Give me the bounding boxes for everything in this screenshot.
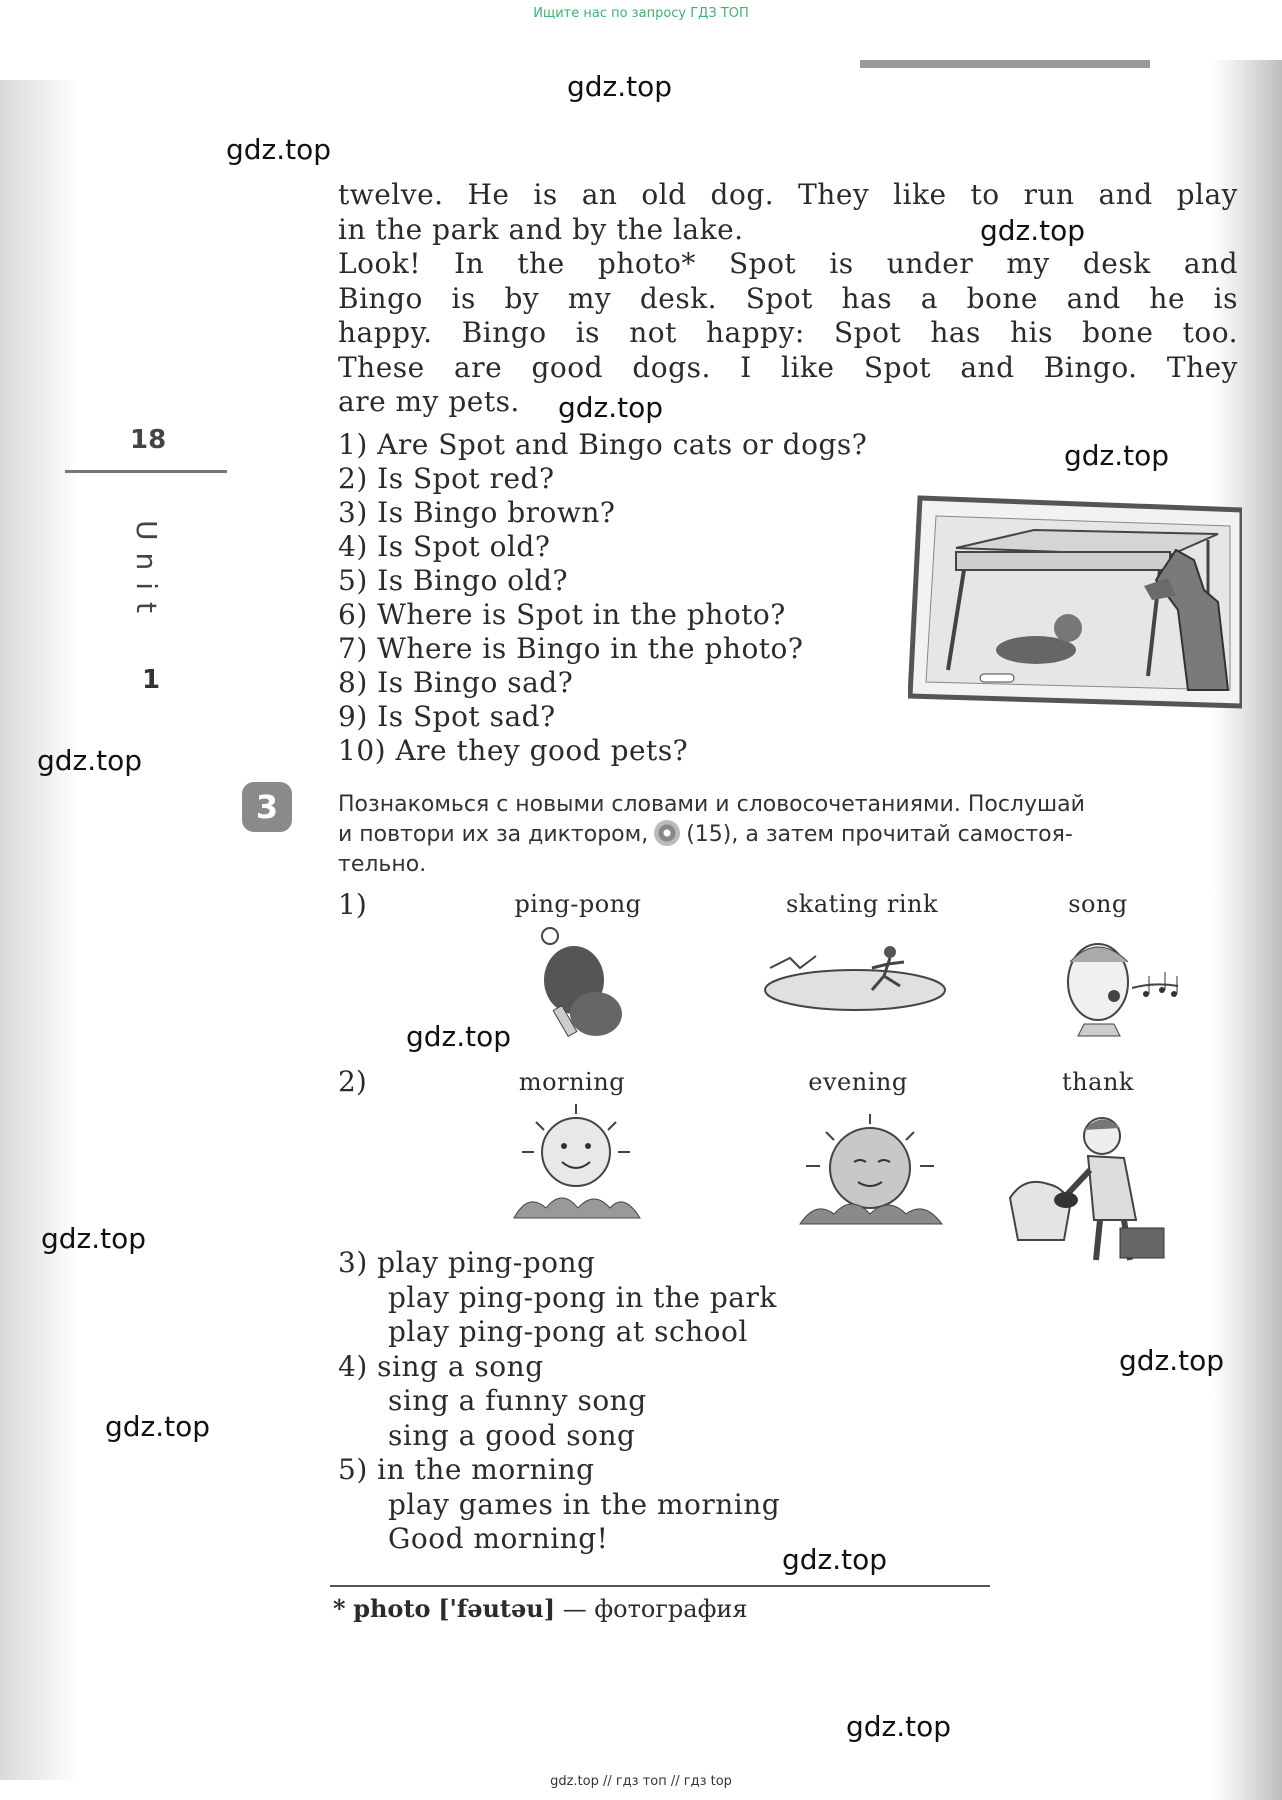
vocab-word: skating rink — [785, 890, 939, 918]
vocab-word: ping-pong — [514, 890, 642, 918]
reading-text — [338, 178, 1238, 420]
phrase-line: play ping-pong at school — [388, 1315, 748, 1348]
vocab-word: thank — [1062, 1068, 1134, 1096]
page-edge-top — [860, 60, 1150, 68]
phrase-number: 3) — [338, 1246, 368, 1279]
footnote-dash: — — [562, 1595, 587, 1623]
question-item: 9) Is Spot sad? — [338, 700, 556, 733]
phrase-line: play games in the morning — [388, 1487, 781, 1521]
row-number: 2) — [338, 1065, 367, 1098]
vocab-word: song — [1068, 890, 1128, 918]
morning-sun-illustration — [512, 1100, 642, 1220]
watermark: gdz.top — [37, 744, 143, 777]
phrase-list — [338, 1246, 780, 1557]
question-item: 10) Are they good pets? — [338, 734, 689, 767]
footnote-rule — [330, 1585, 990, 1587]
watermark: gdz.top — [567, 70, 673, 103]
instruction-line: тельно. — [338, 852, 427, 877]
watermark: gdz.top — [226, 133, 332, 166]
watermark: gdz.top — [1119, 1344, 1225, 1377]
instruction-line — [338, 820, 1238, 850]
question-list — [338, 428, 867, 768]
footnote-star: * — [333, 1594, 346, 1623]
question-item: 5) Is Bingo old? — [338, 564, 568, 597]
footnote-transcription: ['fəutəu] — [438, 1594, 556, 1623]
phrase-line — [338, 1350, 780, 1385]
question-item: 3) Is Bingo brown? — [338, 496, 616, 529]
question-item: 2) Is Spot red? — [338, 462, 555, 495]
watermark: gdz.top — [980, 214, 1086, 247]
text-line: happy. Bingo is not happy: Spot has his bone too. — [338, 316, 1238, 349]
vocab-word: evening — [808, 1068, 908, 1096]
audio-disc-icon — [654, 820, 680, 846]
phrase-line: sing a funny song — [388, 1384, 647, 1417]
page-shadow-left — [0, 80, 80, 1780]
watermark: gdz.top — [558, 391, 664, 424]
text-line: in the park and by the lake. — [338, 212, 744, 246]
question-item: 8) Is Bingo sad? — [338, 666, 574, 699]
text-line: twelve. He is an old dog. They like to run and play — [338, 178, 1238, 211]
dogs-photo-illustration — [908, 490, 1242, 712]
watermark: gdz.top — [406, 1020, 512, 1053]
page-number-rule — [65, 470, 227, 473]
watermark: gdz.top — [846, 1710, 952, 1743]
watermark: gdz.top — [41, 1222, 147, 1255]
skating-rink-illustration — [760, 940, 950, 1020]
phrase-line: sing a good song — [388, 1418, 636, 1452]
vocab-word: morning — [518, 1068, 626, 1096]
boy-thanking-illustration — [1004, 1110, 1194, 1270]
watermark: gdz.top — [782, 1543, 888, 1576]
singing-boy-illustration — [1054, 932, 1184, 1037]
phrase-text: sing a song — [377, 1349, 544, 1383]
watermark: gdz.top — [105, 1410, 211, 1443]
phrase-line: Good morning! — [388, 1522, 609, 1555]
top-banner[interactable]: Ищите нас по запросу ГДЗ ТОП — [533, 6, 749, 21]
row-number: 1) — [338, 888, 367, 921]
question-item: 4) Is Spot old? — [338, 530, 551, 563]
watermark: gdz.top — [1064, 439, 1170, 472]
ping-pong-paddles-illustration — [532, 922, 632, 1047]
exercise-instruction — [338, 790, 1238, 880]
phrase-line — [338, 1453, 780, 1488]
phrase-number: 5) — [338, 1453, 368, 1486]
bottom-banner[interactable]: gdz.top // гдз топ // гдз top — [550, 1774, 732, 1789]
phrase-number: 4) — [338, 1349, 368, 1383]
unit-number: 1 — [142, 665, 161, 695]
footnote-translation: фотография — [594, 1595, 748, 1623]
phrase-line — [338, 1246, 780, 1281]
footnote — [333, 1594, 748, 1623]
question-item: 7) Where is Bingo in the photo? — [338, 632, 804, 665]
phrase-line: play ping-pong in the park — [388, 1280, 777, 1314]
instruction-line: Познакомься с новыми словами и словосочетаниями. Послушай — [338, 792, 1085, 817]
instruction-text: и повтори их за диктором, — [338, 822, 649, 847]
text-line: are my pets. — [338, 385, 520, 418]
phrase-text: play ping-pong — [377, 1246, 596, 1279]
question-item: 6) Where is Spot in the photo? — [338, 598, 786, 631]
evening-sun-illustration — [796, 1110, 946, 1225]
page-number: 18 — [130, 425, 167, 455]
text-line: Look! In the photo* Spot is under my desk and — [338, 247, 1238, 280]
instruction-text: (15), а затем прочитай самостоя- — [686, 822, 1073, 847]
question-item: 1) Are Spot and Bingo cats or dogs? — [338, 428, 868, 461]
text-line: Bingo is by my desk. Spot has a bone and he is — [338, 281, 1238, 315]
exercise-number-badge: 3 — [242, 782, 292, 832]
footnote-word: photo — [353, 1594, 431, 1623]
unit-label: Unit — [130, 520, 163, 625]
phrase-text: in the morning — [377, 1453, 595, 1486]
text-line: These are good dogs. I like Spot and Bingo. They — [338, 350, 1238, 384]
